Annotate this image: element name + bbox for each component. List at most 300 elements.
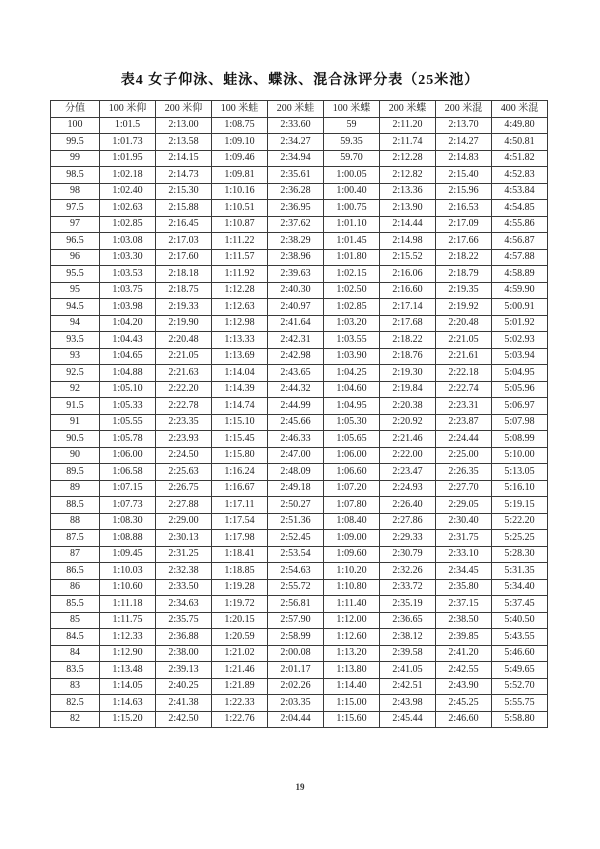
table-cell: 98	[51, 183, 100, 200]
table-cell: 1:09.60	[324, 546, 380, 563]
table-cell: 1:07.80	[324, 497, 380, 514]
table-cell: 2:48.09	[268, 464, 324, 481]
table-cell: 2:35.75	[156, 612, 212, 629]
table-cell: 1:22.76	[212, 711, 268, 728]
table-cell: 5:25.25	[492, 530, 548, 547]
table-cell: 2:36.95	[268, 200, 324, 217]
table-cell: 4:52.83	[492, 167, 548, 184]
table-cell: 1:17.11	[212, 497, 268, 514]
table-cell: 2:22.00	[380, 447, 436, 464]
table-cell: 2:13.36	[380, 183, 436, 200]
table-cell: 87	[51, 546, 100, 563]
table-cell: 1:01.73	[100, 134, 156, 151]
table-cell: 89	[51, 480, 100, 497]
column-header: 100 米蛙	[212, 101, 268, 118]
table-row	[51, 645, 548, 662]
table-cell: 2:17.68	[380, 315, 436, 332]
table-cell: 1:14.40	[324, 678, 380, 695]
table-cell: 1:06.00	[324, 447, 380, 464]
table-cell: 91	[51, 414, 100, 431]
table-cell: 100	[51, 117, 100, 134]
table-cell: 5:10.00	[492, 447, 548, 464]
table-cell: 2:31.25	[156, 546, 212, 563]
table-row	[51, 398, 548, 415]
table-cell: 4:55.86	[492, 216, 548, 233]
header-row	[51, 101, 548, 118]
table-cell: 5:46.60	[492, 645, 548, 662]
table-cell: 1:18.85	[212, 563, 268, 580]
table-cell: 1:05.65	[324, 431, 380, 448]
page-title: 表4 女子仰泳、蛙泳、蝶泳、混合泳评分表（25米池）	[120, 73, 480, 88]
table-row	[51, 447, 548, 464]
table-cell: 4:49.80	[492, 117, 548, 134]
table-cell: 1:08.40	[324, 513, 380, 530]
table-row	[51, 530, 548, 547]
table-body	[51, 117, 548, 728]
table-cell: 1:08.30	[100, 513, 156, 530]
table-row	[51, 315, 548, 332]
table-cell: 4:50.81	[492, 134, 548, 151]
table-cell: 2:18.22	[436, 249, 492, 266]
table-cell: 2:15.88	[156, 200, 212, 217]
table-cell: 1:09.00	[324, 530, 380, 547]
table-cell: 1:02.40	[100, 183, 156, 200]
table-row	[51, 431, 548, 448]
table-cell: 2:45.25	[436, 695, 492, 712]
table-cell: 1:13.20	[324, 645, 380, 662]
table-cell: 2:22.18	[436, 365, 492, 382]
table-cell: 1:02.85	[324, 299, 380, 316]
table-cell: 2:17.09	[436, 216, 492, 233]
table-cell: 2:24.93	[380, 480, 436, 497]
table-cell: 2:33.10	[436, 546, 492, 563]
table-cell: 1:05.55	[100, 414, 156, 431]
table-cell: 2:26.40	[380, 497, 436, 514]
table-cell: 5:08.99	[492, 431, 548, 448]
table-cell: 1:16.24	[212, 464, 268, 481]
table-cell: 1:12.90	[100, 645, 156, 662]
table-cell: 1:02.15	[324, 266, 380, 283]
table-cell: 1:04.95	[324, 398, 380, 415]
table-cell: 1:11.92	[212, 266, 268, 283]
table-cell: 5:34.40	[492, 579, 548, 596]
column-header: 100 米仰	[100, 101, 156, 118]
table-cell: 1:01.45	[324, 233, 380, 250]
table-cell: 2:14.73	[156, 167, 212, 184]
table-cell: 1:03.55	[324, 332, 380, 349]
table-cell: 2:50.27	[268, 497, 324, 514]
table-cell: 1:12.98	[212, 315, 268, 332]
table-cell: 2:19.84	[380, 381, 436, 398]
table-row	[51, 200, 548, 217]
table-row	[51, 546, 548, 563]
table-cell: 2:37.62	[268, 216, 324, 233]
table-cell: 2:29.00	[156, 513, 212, 530]
table-cell: 1:03.20	[324, 315, 380, 332]
table-cell: 1:21.02	[212, 645, 268, 662]
table-row	[51, 365, 548, 382]
table-cell: 1:04.25	[324, 365, 380, 382]
table-row	[51, 563, 548, 580]
table-cell: 5:02.93	[492, 332, 548, 349]
table-cell: 2:35.80	[436, 579, 492, 596]
table-cell: 1:03.98	[100, 299, 156, 316]
table-cell: 2:17.14	[380, 299, 436, 316]
table-cell: 82	[51, 711, 100, 728]
table-row	[51, 266, 548, 283]
table-cell: 2:34.45	[436, 563, 492, 580]
table-cell: 1:14.74	[212, 398, 268, 415]
table-cell: 1:22.33	[212, 695, 268, 712]
table-cell: 93	[51, 348, 100, 365]
table-cell: 1:08.88	[100, 530, 156, 547]
table-cell: 1:17.98	[212, 530, 268, 547]
table-cell: 1:19.72	[212, 596, 268, 613]
table-cell: 1:20.59	[212, 629, 268, 646]
table-cell: 1:01.95	[100, 150, 156, 167]
table-cell: 2:20.48	[156, 332, 212, 349]
table-cell: 1:15.80	[212, 447, 268, 464]
table-cell: 1:21.46	[212, 662, 268, 679]
table-cell: 2:02.26	[268, 678, 324, 695]
table-cell: 2:58.99	[268, 629, 324, 646]
page-number: 19	[295, 782, 305, 792]
table-cell: 1:09.45	[100, 546, 156, 563]
table-cell: 1:12.28	[212, 282, 268, 299]
table-cell: 2:36.28	[268, 183, 324, 200]
table-cell: 1:21.89	[212, 678, 268, 695]
table-cell: 1:12.63	[212, 299, 268, 316]
table-cell: 2:23.87	[436, 414, 492, 431]
table-cell: 95.5	[51, 266, 100, 283]
table-cell: 1:04.43	[100, 332, 156, 349]
table-header	[51, 101, 548, 118]
table-cell: 94	[51, 315, 100, 332]
column-header: 200 米混	[436, 101, 492, 118]
table-row	[51, 629, 548, 646]
table-cell: 59.35	[324, 134, 380, 151]
table-cell: 84.5	[51, 629, 100, 646]
table-cell: 84	[51, 645, 100, 662]
table-cell: 1:12.33	[100, 629, 156, 646]
table-cell: 1:04.60	[324, 381, 380, 398]
table-cell: 1:05.10	[100, 381, 156, 398]
table-cell: 2:45.44	[380, 711, 436, 728]
table-cell: 1:10.80	[324, 579, 380, 596]
table-row	[51, 579, 548, 596]
table-cell: 1:11.75	[100, 612, 156, 629]
table-cell: 87.5	[51, 530, 100, 547]
table-cell: 1:03.75	[100, 282, 156, 299]
table-cell: 2:20.38	[380, 398, 436, 415]
table-cell: 1:08.75	[212, 117, 268, 134]
table-cell: 1:03.08	[100, 233, 156, 250]
table-cell: 5:52.70	[492, 678, 548, 695]
table-cell: 1:00.40	[324, 183, 380, 200]
table-cell: 2:44.99	[268, 398, 324, 415]
table-cell: 5:03.94	[492, 348, 548, 365]
table-cell: 2:40.25	[156, 678, 212, 695]
column-header: 分值	[51, 101, 100, 118]
table-cell: 1:01.80	[324, 249, 380, 266]
table-cell: 5:28.30	[492, 546, 548, 563]
table-cell: 1:11.18	[100, 596, 156, 613]
table-cell: 2:17.03	[156, 233, 212, 250]
table-cell: 2:41.20	[436, 645, 492, 662]
table-cell: 2:25.63	[156, 464, 212, 481]
table-cell: 1:12.60	[324, 629, 380, 646]
table-cell: 2:40.30	[268, 282, 324, 299]
table-cell: 1:14.04	[212, 365, 268, 382]
table-cell: 2:36.88	[156, 629, 212, 646]
column-header: 400 米混	[492, 101, 548, 118]
table-cell: 1:06.00	[100, 447, 156, 464]
table-cell: 2:29.33	[380, 530, 436, 547]
table-cell: 99.5	[51, 134, 100, 151]
table-row	[51, 414, 548, 431]
table-cell: 1:17.54	[212, 513, 268, 530]
table-cell: 1:18.41	[212, 546, 268, 563]
table-cell: 85.5	[51, 596, 100, 613]
table-cell: 2:16.60	[380, 282, 436, 299]
table-cell: 5:55.75	[492, 695, 548, 712]
table-cell: 2:54.63	[268, 563, 324, 580]
table-cell: 5:00.91	[492, 299, 548, 316]
table-cell: 2:34.27	[268, 134, 324, 151]
table-cell: 2:42.98	[268, 348, 324, 365]
table-cell: 2:30.13	[156, 530, 212, 547]
table-cell: 2:13.58	[156, 134, 212, 151]
table-cell: 2:38.50	[436, 612, 492, 629]
table-cell: 2:18.22	[380, 332, 436, 349]
table-cell: 1:09.46	[212, 150, 268, 167]
table-cell: 2:42.50	[156, 711, 212, 728]
table-cell: 2:45.66	[268, 414, 324, 431]
table-cell: 2:14.83	[436, 150, 492, 167]
column-header: 100 米蝶	[324, 101, 380, 118]
table-cell: 5:43.55	[492, 629, 548, 646]
table-cell: 91.5	[51, 398, 100, 415]
table-cell: 1:13.80	[324, 662, 380, 679]
table-cell: 2:26.75	[156, 480, 212, 497]
table-cell: 4:54.85	[492, 200, 548, 217]
table-cell: 1:14.05	[100, 678, 156, 695]
table-cell: 1:15.20	[100, 711, 156, 728]
table-cell: 5:40.50	[492, 612, 548, 629]
table-row	[51, 183, 548, 200]
table-cell: 2:39.63	[268, 266, 324, 283]
table-cell: 1:15.00	[324, 695, 380, 712]
table-cell: 95	[51, 282, 100, 299]
table-cell: 1:10.60	[100, 579, 156, 596]
table-cell: 83	[51, 678, 100, 695]
table-cell: 2:31.75	[436, 530, 492, 547]
table-cell: 1:12.00	[324, 612, 380, 629]
table-cell: 2:16.45	[156, 216, 212, 233]
table-row	[51, 348, 548, 365]
table-cell: 2:34.63	[156, 596, 212, 613]
table-cell: 1:15.60	[324, 711, 380, 728]
table-row	[51, 711, 548, 728]
table-cell: 2:43.98	[380, 695, 436, 712]
table-cell: 2:21.46	[380, 431, 436, 448]
table-cell: 86.5	[51, 563, 100, 580]
table-cell: 1:07.73	[100, 497, 156, 514]
table-cell: 2:33.60	[268, 117, 324, 134]
column-header: 200 米蝶	[380, 101, 436, 118]
table-cell: 1:20.15	[212, 612, 268, 629]
table-cell: 1:09.10	[212, 134, 268, 151]
table-cell: 4:59.90	[492, 282, 548, 299]
table-row	[51, 695, 548, 712]
table-cell: 2:21.63	[156, 365, 212, 382]
table-cell: 2:14.15	[156, 150, 212, 167]
table-cell: 1:03.30	[100, 249, 156, 266]
table-cell: 1:10.20	[324, 563, 380, 580]
table-cell: 2:21.61	[436, 348, 492, 365]
table-row	[51, 464, 548, 481]
table-cell: 1:04.20	[100, 315, 156, 332]
table-cell: 1:04.65	[100, 348, 156, 365]
table-cell: 2:19.30	[380, 365, 436, 382]
table-cell: 5:58.80	[492, 711, 548, 728]
table-cell: 1:16.67	[212, 480, 268, 497]
table-cell: 5:19.15	[492, 497, 548, 514]
table-cell: 5:22.20	[492, 513, 548, 530]
table-cell: 2:00.08	[268, 645, 324, 662]
table-cell: 1:02.85	[100, 216, 156, 233]
table-cell: 1:10.03	[100, 563, 156, 580]
table-cell: 2:42.55	[436, 662, 492, 679]
table-row	[51, 134, 548, 151]
table-cell: 2:19.35	[436, 282, 492, 299]
table-cell: 2:15.30	[156, 183, 212, 200]
table-cell: 4:56.87	[492, 233, 548, 250]
table-row	[51, 513, 548, 530]
table-cell: 2:53.54	[268, 546, 324, 563]
table-cell: 2:39.58	[380, 645, 436, 662]
table-cell: 2:41.05	[380, 662, 436, 679]
table-cell: 2:33.72	[380, 579, 436, 596]
table-cell: 2:57.90	[268, 612, 324, 629]
table-cell: 1:13.33	[212, 332, 268, 349]
table-cell: 4:57.88	[492, 249, 548, 266]
table-cell: 2:03.35	[268, 695, 324, 712]
table-cell: 2:23.35	[156, 414, 212, 431]
table-cell: 2:25.00	[436, 447, 492, 464]
table-cell: 86	[51, 579, 100, 596]
table-cell: 97	[51, 216, 100, 233]
table-cell: 98.5	[51, 167, 100, 184]
table-cell: 2:30.79	[380, 546, 436, 563]
table-cell: 4:53.84	[492, 183, 548, 200]
table-cell: 2:22.78	[156, 398, 212, 415]
table-cell: 2:32.38	[156, 563, 212, 580]
table-cell: 2:41.38	[156, 695, 212, 712]
table-cell: 1:19.28	[212, 579, 268, 596]
table-cell: 2:21.05	[436, 332, 492, 349]
table-row	[51, 612, 548, 629]
table-cell: 1:15.45	[212, 431, 268, 448]
column-header: 200 米蛙	[268, 101, 324, 118]
table-cell: 2:20.48	[436, 315, 492, 332]
table-cell: 1:14.39	[212, 381, 268, 398]
table-cell: 2:15.52	[380, 249, 436, 266]
table-cell: 1:06.60	[324, 464, 380, 481]
table-cell: 2:12.28	[380, 150, 436, 167]
table-cell: 2:47.00	[268, 447, 324, 464]
table-row	[51, 249, 548, 266]
table-cell: 99	[51, 150, 100, 167]
table-cell: 2:19.33	[156, 299, 212, 316]
table-cell: 1:02.63	[100, 200, 156, 217]
table-cell: 2:17.66	[436, 233, 492, 250]
table-cell: 2:18.76	[380, 348, 436, 365]
table-cell: 1:07.20	[324, 480, 380, 497]
table-cell: 2:15.40	[436, 167, 492, 184]
table-cell: 1:07.15	[100, 480, 156, 497]
table-cell: 1:13.48	[100, 662, 156, 679]
table-cell: 1:06.58	[100, 464, 156, 481]
table-cell: 97.5	[51, 200, 100, 217]
table-cell: 2:11.20	[380, 117, 436, 134]
table-cell: 2:43.65	[268, 365, 324, 382]
table-cell: 1:15.10	[212, 414, 268, 431]
score-table	[50, 100, 548, 728]
table-row	[51, 299, 548, 316]
table-cell: 2:38.29	[268, 233, 324, 250]
table-cell: 2:39.13	[156, 662, 212, 679]
table-cell: 93.5	[51, 332, 100, 349]
table-cell: 5:49.65	[492, 662, 548, 679]
table-row	[51, 596, 548, 613]
table-cell: 4:51.82	[492, 150, 548, 167]
table-cell: 2:29.05	[436, 497, 492, 514]
table-cell: 2:23.47	[380, 464, 436, 481]
table-cell: 92.5	[51, 365, 100, 382]
table-cell: 2:12.82	[380, 167, 436, 184]
table-cell: 1:04.88	[100, 365, 156, 382]
table-cell: 2:18.18	[156, 266, 212, 283]
table-cell: 1:11.40	[324, 596, 380, 613]
table-cell: 85	[51, 612, 100, 629]
table-cell: 2:49.18	[268, 480, 324, 497]
table-cell: 2:19.90	[156, 315, 212, 332]
table-cell: 59	[324, 117, 380, 134]
table-cell: 2:44.32	[268, 381, 324, 398]
table-row	[51, 117, 548, 134]
table-cell: 2:18.79	[436, 266, 492, 283]
table-cell: 2:27.86	[380, 513, 436, 530]
table-cell: 94.5	[51, 299, 100, 316]
table-cell: 92	[51, 381, 100, 398]
table-cell: 2:13.00	[156, 117, 212, 134]
table-cell: 2:23.31	[436, 398, 492, 415]
table-cell: 2:51.36	[268, 513, 324, 530]
table-cell: 2:27.70	[436, 480, 492, 497]
table-cell: 1:10.51	[212, 200, 268, 217]
table-cell: 2:38.12	[380, 629, 436, 646]
table-row	[51, 282, 548, 299]
table-cell: 2:52.45	[268, 530, 324, 547]
table-cell: 1:02.18	[100, 167, 156, 184]
table-cell: 1:00.05	[324, 167, 380, 184]
table-cell: 5:04.95	[492, 365, 548, 382]
table-cell: 2:37.15	[436, 596, 492, 613]
table-cell: 2:27.88	[156, 497, 212, 514]
table-cell: 2:43.90	[436, 678, 492, 695]
table-cell: 2:55.72	[268, 579, 324, 596]
